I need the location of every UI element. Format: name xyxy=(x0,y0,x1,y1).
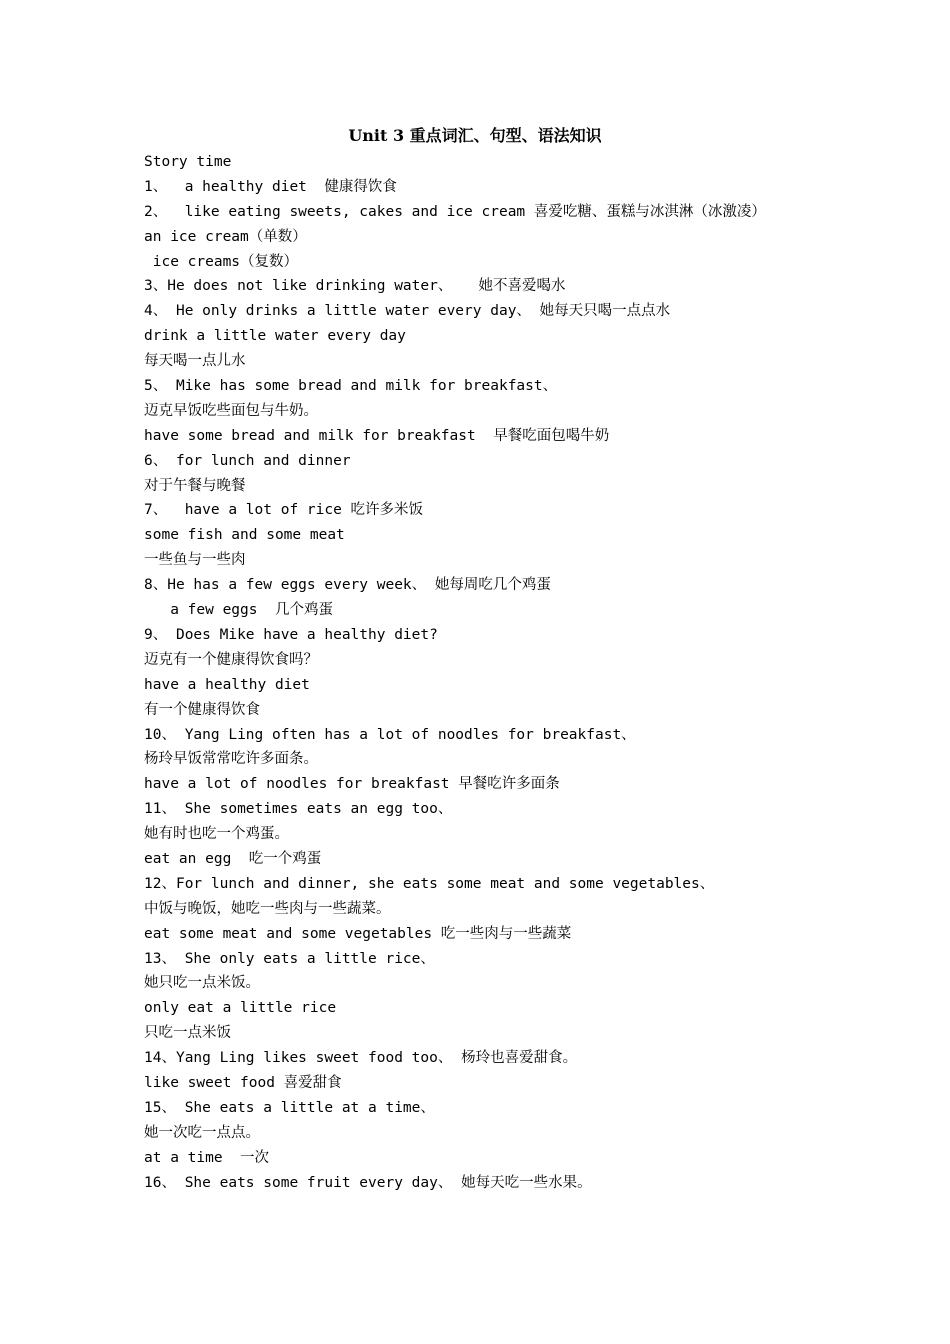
text-line: Story time xyxy=(144,154,232,170)
text-line: 16、 She eats some fruit every day、 她每天吃一些水果。 xyxy=(144,1174,592,1191)
text-line: 她一次吃一点点。 xyxy=(144,1124,260,1141)
text-line: 3、He does not like drinking water、 她不喜爱喝水 xyxy=(144,278,566,295)
text-line: have some bread and milk for breakfast 早餐吃面包喝牛奶 xyxy=(144,427,610,444)
text-line: 对于午餐与晚餐 xyxy=(144,477,246,494)
text-line: 她只吃一点米饭。 xyxy=(144,975,260,992)
text-line: 12、For lunch and dinner, she eats some meat and some vegetables、 xyxy=(144,875,715,892)
text-line: have a healthy diet xyxy=(144,676,310,693)
text-line: 每天喝一点儿水 xyxy=(144,353,246,370)
text-line: 14、Yang Ling likes sweet food too、 杨玲也喜爱甜食。 xyxy=(144,1050,578,1067)
text-line: 13、 She only eats a little rice、 xyxy=(144,950,435,967)
text-line: 8、He has a few eggs every week、 她每周吃几个鸡蛋 xyxy=(144,577,551,594)
text-line: 一些鱼与一些肉 xyxy=(144,552,246,569)
text-line: an ice cream（单数） xyxy=(144,228,307,245)
text-line: only eat a little rice xyxy=(144,1000,337,1017)
text-line: 11、 She sometimes eats an egg too、 xyxy=(144,801,453,818)
text-line: at a time 一次 xyxy=(144,1149,270,1166)
text-line: 5、 Mike has some bread and milk for breakfast、 xyxy=(144,378,558,395)
text-line: eat an egg 吃一个鸡蛋 xyxy=(144,850,322,867)
text-line: some fish and some meat xyxy=(144,527,345,544)
text-line: 她有时也吃一个鸡蛋。 xyxy=(144,826,289,843)
text-line: have a lot of noodles for breakfast 早餐吃许多面条 xyxy=(144,776,560,793)
text-line: 1、 a healthy diet 健康得饮食 xyxy=(144,178,397,195)
text-line: 中饭与晚饭，她吃一些肉与一些蔬菜。 xyxy=(144,900,391,917)
text-line: like sweet food 喜爱甜食 xyxy=(144,1074,342,1091)
text-line: ice creams（复数） xyxy=(144,253,299,270)
text-line: 杨玲早饭常常吃许多面条。 xyxy=(144,751,318,768)
text-line: 7、 have a lot of rice 吃许多米饭 xyxy=(144,502,424,519)
text-line: 6、 for lunch and dinner xyxy=(144,452,351,469)
text-line: 15、 She eats a little at a time、 xyxy=(144,1099,435,1116)
text-line: 迈克有一个健康得饮食吗？ xyxy=(144,651,318,668)
document-title: Unit 3 重点词汇、句型、语法知识 xyxy=(348,126,602,145)
document-body xyxy=(144,150,812,1195)
text-line: 有一个健康得饮食 xyxy=(144,701,260,718)
text-line: 9、 Does Mike have a healthy diet? xyxy=(144,626,438,643)
text-line: 4、 He only drinks a little water every day、 她每天只喝一点点水 xyxy=(144,303,671,320)
text-line: 2、 like eating sweets, cakes and ice cream 喜爱吃糖、蛋糕与冰淇淋（冰激凌） xyxy=(144,203,766,220)
text-line: a few eggs 几个鸡蛋 xyxy=(144,602,333,619)
text-line: eat some meat and some vegetables 吃一些肉与一些蔬菜 xyxy=(144,925,572,942)
text-line: 只吃一点米饭 xyxy=(144,1025,231,1042)
text-line: 迈克早饭吃些面包与牛奶。 xyxy=(144,402,318,419)
text-line: 10、 Yang Ling often has a lot of noodles for breakfast、 xyxy=(144,726,636,743)
text-line: drink a little water every day xyxy=(144,328,406,345)
